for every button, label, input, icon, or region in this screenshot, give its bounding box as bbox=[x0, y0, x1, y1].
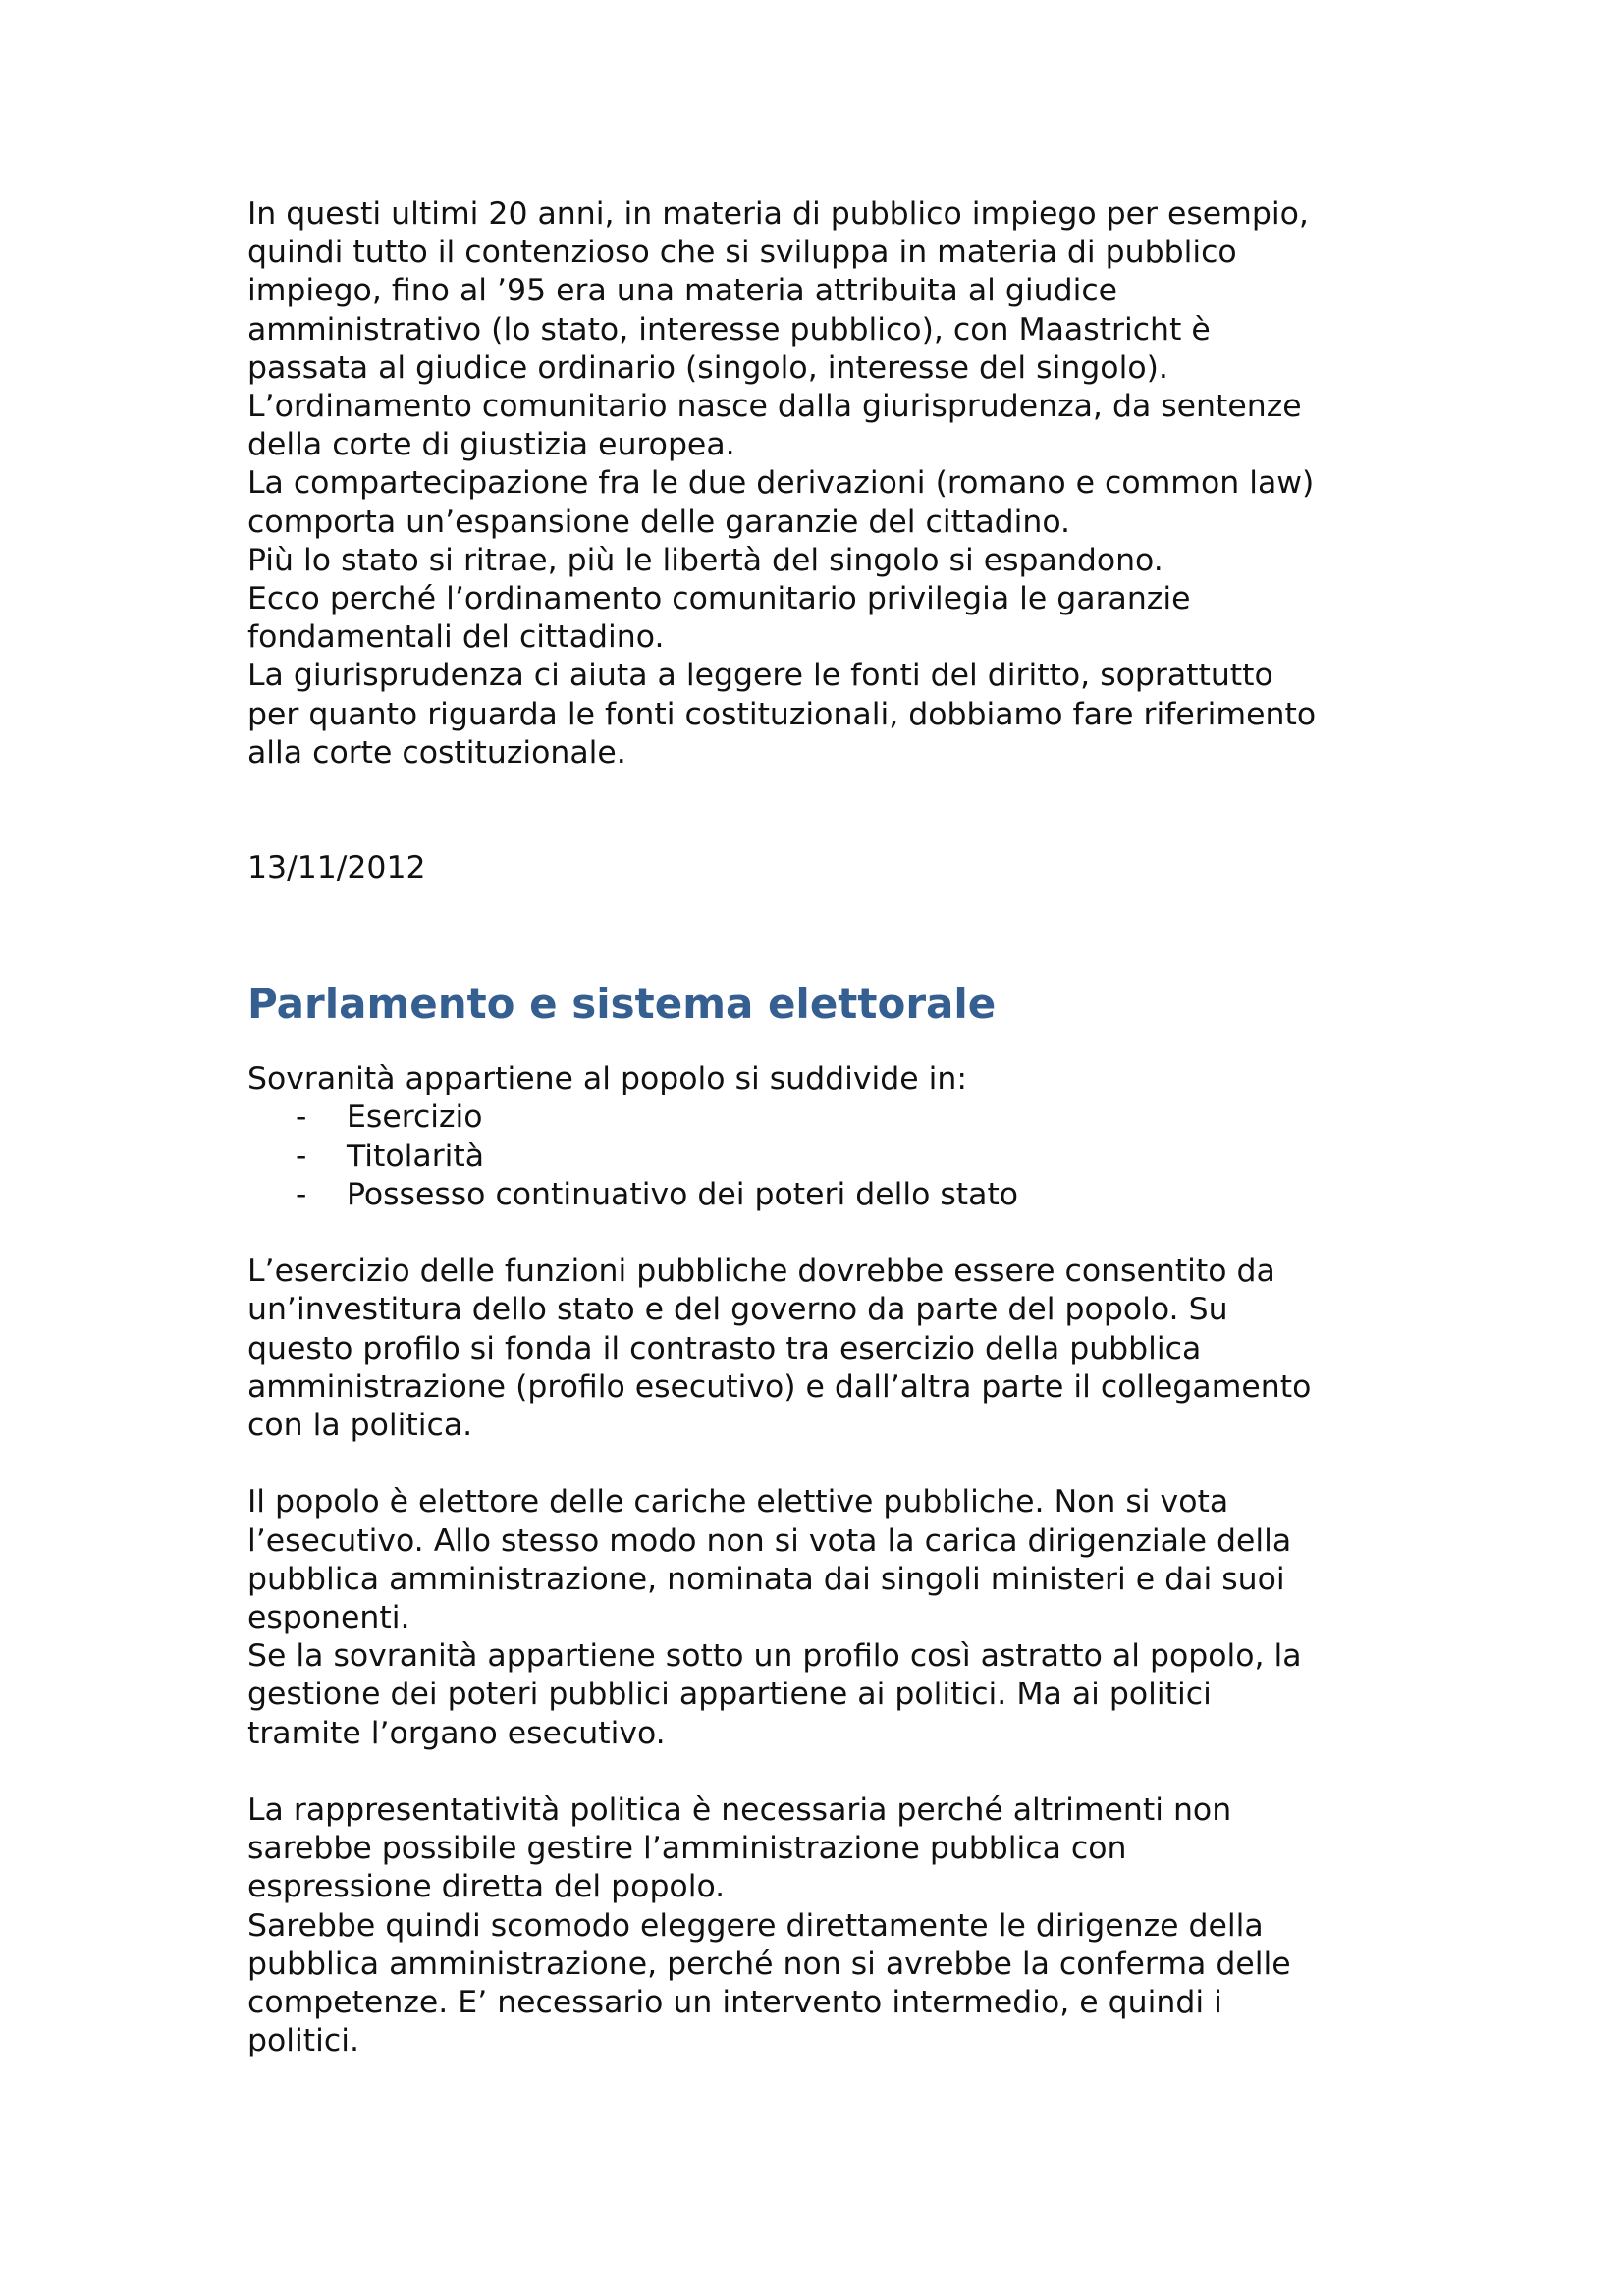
text-line: amministrativo (lo stato, interesse pubblico), con Maastricht è bbox=[247, 311, 1211, 347]
text-line: In questi ultimi 20 anni, in materia di pubblico impiego per esempio, bbox=[247, 196, 1309, 232]
paragraph-public-functions bbox=[247, 1253, 1406, 1445]
text-line: della corte di giustizia europea. bbox=[247, 427, 735, 463]
text-line: con la politica. bbox=[247, 1408, 473, 1444]
text-line: pubblica amministrazione, perché non si avrebbe la conferma delle bbox=[247, 1946, 1291, 1982]
text-line: competenze. E’ necessario un intervento intermedio, e quindi i bbox=[247, 1985, 1222, 2021]
bullet-dash: - bbox=[296, 1138, 307, 1174]
text-line: impiego, fino al ’95 era una materia attribuita al giudice bbox=[247, 273, 1118, 309]
text-line: l’esecutivo. Allo stesso modo non si vota la carica dirigenziale della bbox=[247, 1522, 1292, 1559]
text-line: per quanto riguarda le fonti costituzionali, dobbiamo fare riferimento bbox=[247, 696, 1317, 732]
text-line: La giurisprudenza ci aiuta a leggere le fonti del diritto, soprattutto bbox=[247, 658, 1273, 694]
text-line: Sarebbe quindi scomodo eleggere direttamente le dirigenze della bbox=[247, 1907, 1264, 1944]
paragraph-representation bbox=[247, 1791, 1406, 2060]
text-line: passata al giudice ordinario (singolo, interesse del singolo). bbox=[247, 349, 1168, 386]
list-item-text: Possesso continuativo dei poteri dello stato bbox=[347, 1176, 1019, 1212]
bullet-dash: - bbox=[296, 1176, 307, 1212]
text-line: Se la sovranità appartiene sotto un profilo così astratto al popolo, la bbox=[247, 1638, 1302, 1675]
paragraph-electorate bbox=[247, 1483, 1406, 1752]
text-line: amministrazione (profilo esecutivo) e dall’altra parte il collegamento bbox=[247, 1368, 1312, 1405]
text-line: Più lo stato si ritrae, più le libertà del singolo si espandono. bbox=[247, 542, 1163, 578]
text-line: tramite l’organo esecutivo. bbox=[247, 1715, 666, 1751]
text-line: pubblica amministrazione, nominata dai singoli ministeri e dai suoi bbox=[247, 1561, 1285, 1597]
text-line: La compartecipazione fra le due derivazioni (romano e common law) bbox=[247, 465, 1315, 502]
lecture-date: 13/11/2012 bbox=[247, 850, 426, 886]
text-line: espressione diretta del popolo. bbox=[247, 1869, 726, 1905]
bullet-dash: - bbox=[296, 1099, 307, 1136]
text-line: questo profilo si fonda il contrasto tra esercizio della pubblica bbox=[247, 1330, 1202, 1366]
list-item bbox=[247, 1138, 1406, 1176]
section-heading: Parlamento e sistema elettorale bbox=[247, 980, 997, 1029]
text-line: gestione dei poteri pubblici appartiene ai politici. Ma ai politici bbox=[247, 1677, 1212, 1713]
list-intro: Sovranità appartiene al popolo si suddivide in: bbox=[247, 1061, 967, 1097]
sovereignty-list bbox=[247, 1098, 1406, 1214]
text-line: fondamentali del cittadino. bbox=[247, 619, 665, 656]
text-line: alla corte costituzionale. bbox=[247, 734, 626, 771]
text-line: politici. bbox=[247, 2023, 359, 2059]
list-item-text: Titolarità bbox=[347, 1138, 485, 1174]
list-item bbox=[247, 1098, 1406, 1137]
text-line: quindi tutto il contenzioso che si sviluppa in materia di pubblico bbox=[247, 235, 1237, 271]
text-line: comporta un’espansione delle garanzie del cittadino. bbox=[247, 504, 1071, 540]
list-item-text: Esercizio bbox=[347, 1099, 483, 1136]
text-line: Ecco perché l’ordinamento comunitario privilegia le garanzie bbox=[247, 581, 1191, 617]
text-line: L’esercizio delle funzioni pubbliche dovrebbe essere consentito da bbox=[247, 1254, 1275, 1290]
text-line: esponenti. bbox=[247, 1600, 410, 1636]
text-line: sarebbe possibile gestire l’amministrazione pubblica con bbox=[247, 1831, 1127, 1867]
text-line: La rappresentatività politica è necessaria perché altrimenti non bbox=[247, 1792, 1232, 1829]
text-line: Il popolo è elettore delle cariche elettive pubbliche. Non si vota bbox=[247, 1484, 1229, 1521]
document-body bbox=[247, 195, 1406, 2060]
list-item bbox=[247, 1176, 1406, 1214]
intro-paragraph bbox=[247, 195, 1406, 773]
text-line: un’investitura dello stato e del governo da parte del popolo. Su bbox=[247, 1292, 1228, 1328]
text-line: L’ordinamento comunitario nasce dalla giurisprudenza, da sentenze bbox=[247, 389, 1302, 425]
